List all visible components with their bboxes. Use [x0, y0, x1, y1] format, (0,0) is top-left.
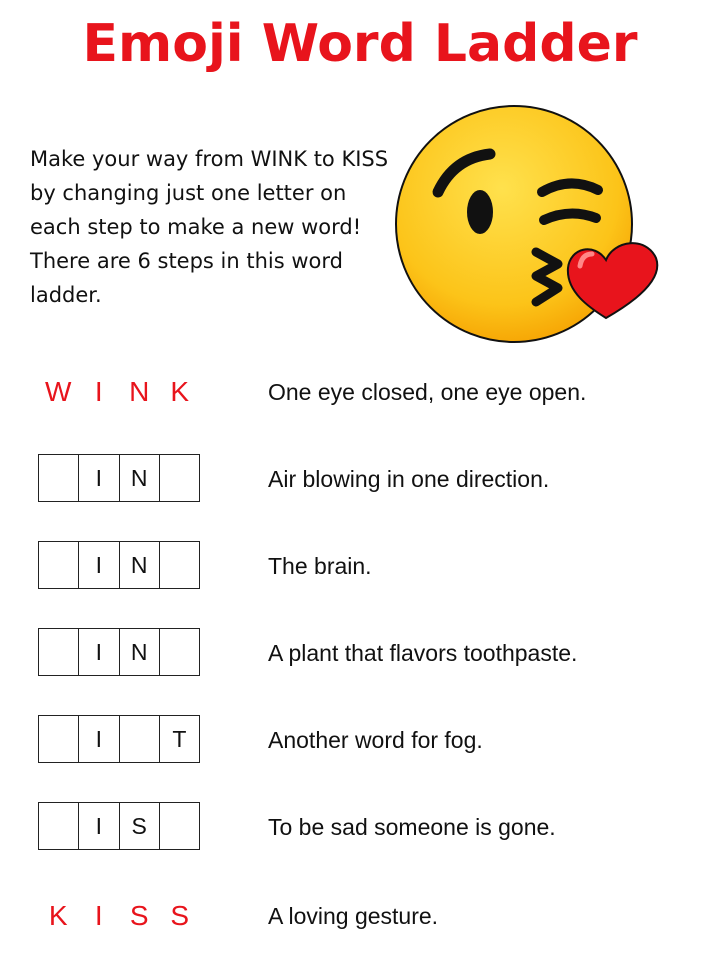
letter: S [129, 900, 149, 931]
letter-box[interactable] [39, 803, 79, 849]
letter-box[interactable] [160, 455, 199, 501]
ladder-row-2 [0, 541, 720, 591]
letter: K [170, 376, 190, 407]
letter-boxes [38, 802, 200, 850]
letter-box[interactable] [160, 803, 199, 849]
letter-boxes [38, 541, 200, 589]
letter-box[interactable]: T [172, 726, 187, 752]
letter-boxes [38, 628, 200, 676]
kissing-face-with-heart-icon [394, 96, 666, 356]
ladder-row-5 [0, 802, 720, 852]
ladder-row-1 [0, 454, 720, 504]
clue-text: One eye closed, one eye open. [268, 379, 587, 405]
letter-box[interactable] [39, 629, 79, 675]
letter-box[interactable]: N [120, 455, 160, 501]
clue-text: The brain. [268, 553, 372, 579]
letter-boxes [38, 715, 200, 763]
letter-box[interactable]: I [79, 716, 119, 762]
clue-text: To be sad someone is gone. [268, 814, 556, 840]
letter-box[interactable] [39, 455, 79, 501]
letter-box[interactable] [160, 629, 199, 675]
end-word [38, 891, 200, 941]
letter-box[interactable]: S [120, 803, 160, 849]
letter: W [45, 376, 72, 407]
instructions-text: Make your way from WINK to KISS by changing just one letter on each step to make a new word! There are 6 steps in this word ladder. [30, 147, 389, 307]
letter-box[interactable]: I [79, 803, 119, 849]
letter-box[interactable]: I [79, 455, 119, 501]
ladder-row-3 [0, 628, 720, 678]
letter-box[interactable] [120, 716, 160, 762]
letter: S [170, 900, 190, 931]
letter-box[interactable] [39, 716, 79, 762]
letter-box[interactable]: I [79, 542, 119, 588]
letter: I [94, 376, 103, 407]
letter: N [129, 376, 150, 407]
start-word [38, 367, 200, 417]
letter-box[interactable]: I [79, 629, 119, 675]
ladder-row-end [0, 891, 720, 941]
letter-box[interactable]: N [120, 629, 160, 675]
clue-text: Another word for fog. [268, 727, 483, 753]
clue-text: A loving gesture. [268, 903, 439, 929]
letter-boxes [38, 454, 200, 502]
letter-box[interactable] [160, 542, 199, 588]
ladder-row-start [0, 367, 720, 417]
ladder-row-4 [0, 715, 720, 765]
letter: K [48, 900, 68, 931]
letter-box[interactable] [39, 542, 79, 588]
left-eye [467, 190, 493, 234]
clue-text: A plant that flavors toothpaste. [268, 640, 578, 666]
clue-text: Air blowing in one direction. [268, 466, 550, 492]
letter: I [94, 900, 103, 931]
page-title: Emoji Word Ladder [82, 14, 638, 74]
letter-box[interactable]: N [120, 542, 160, 588]
